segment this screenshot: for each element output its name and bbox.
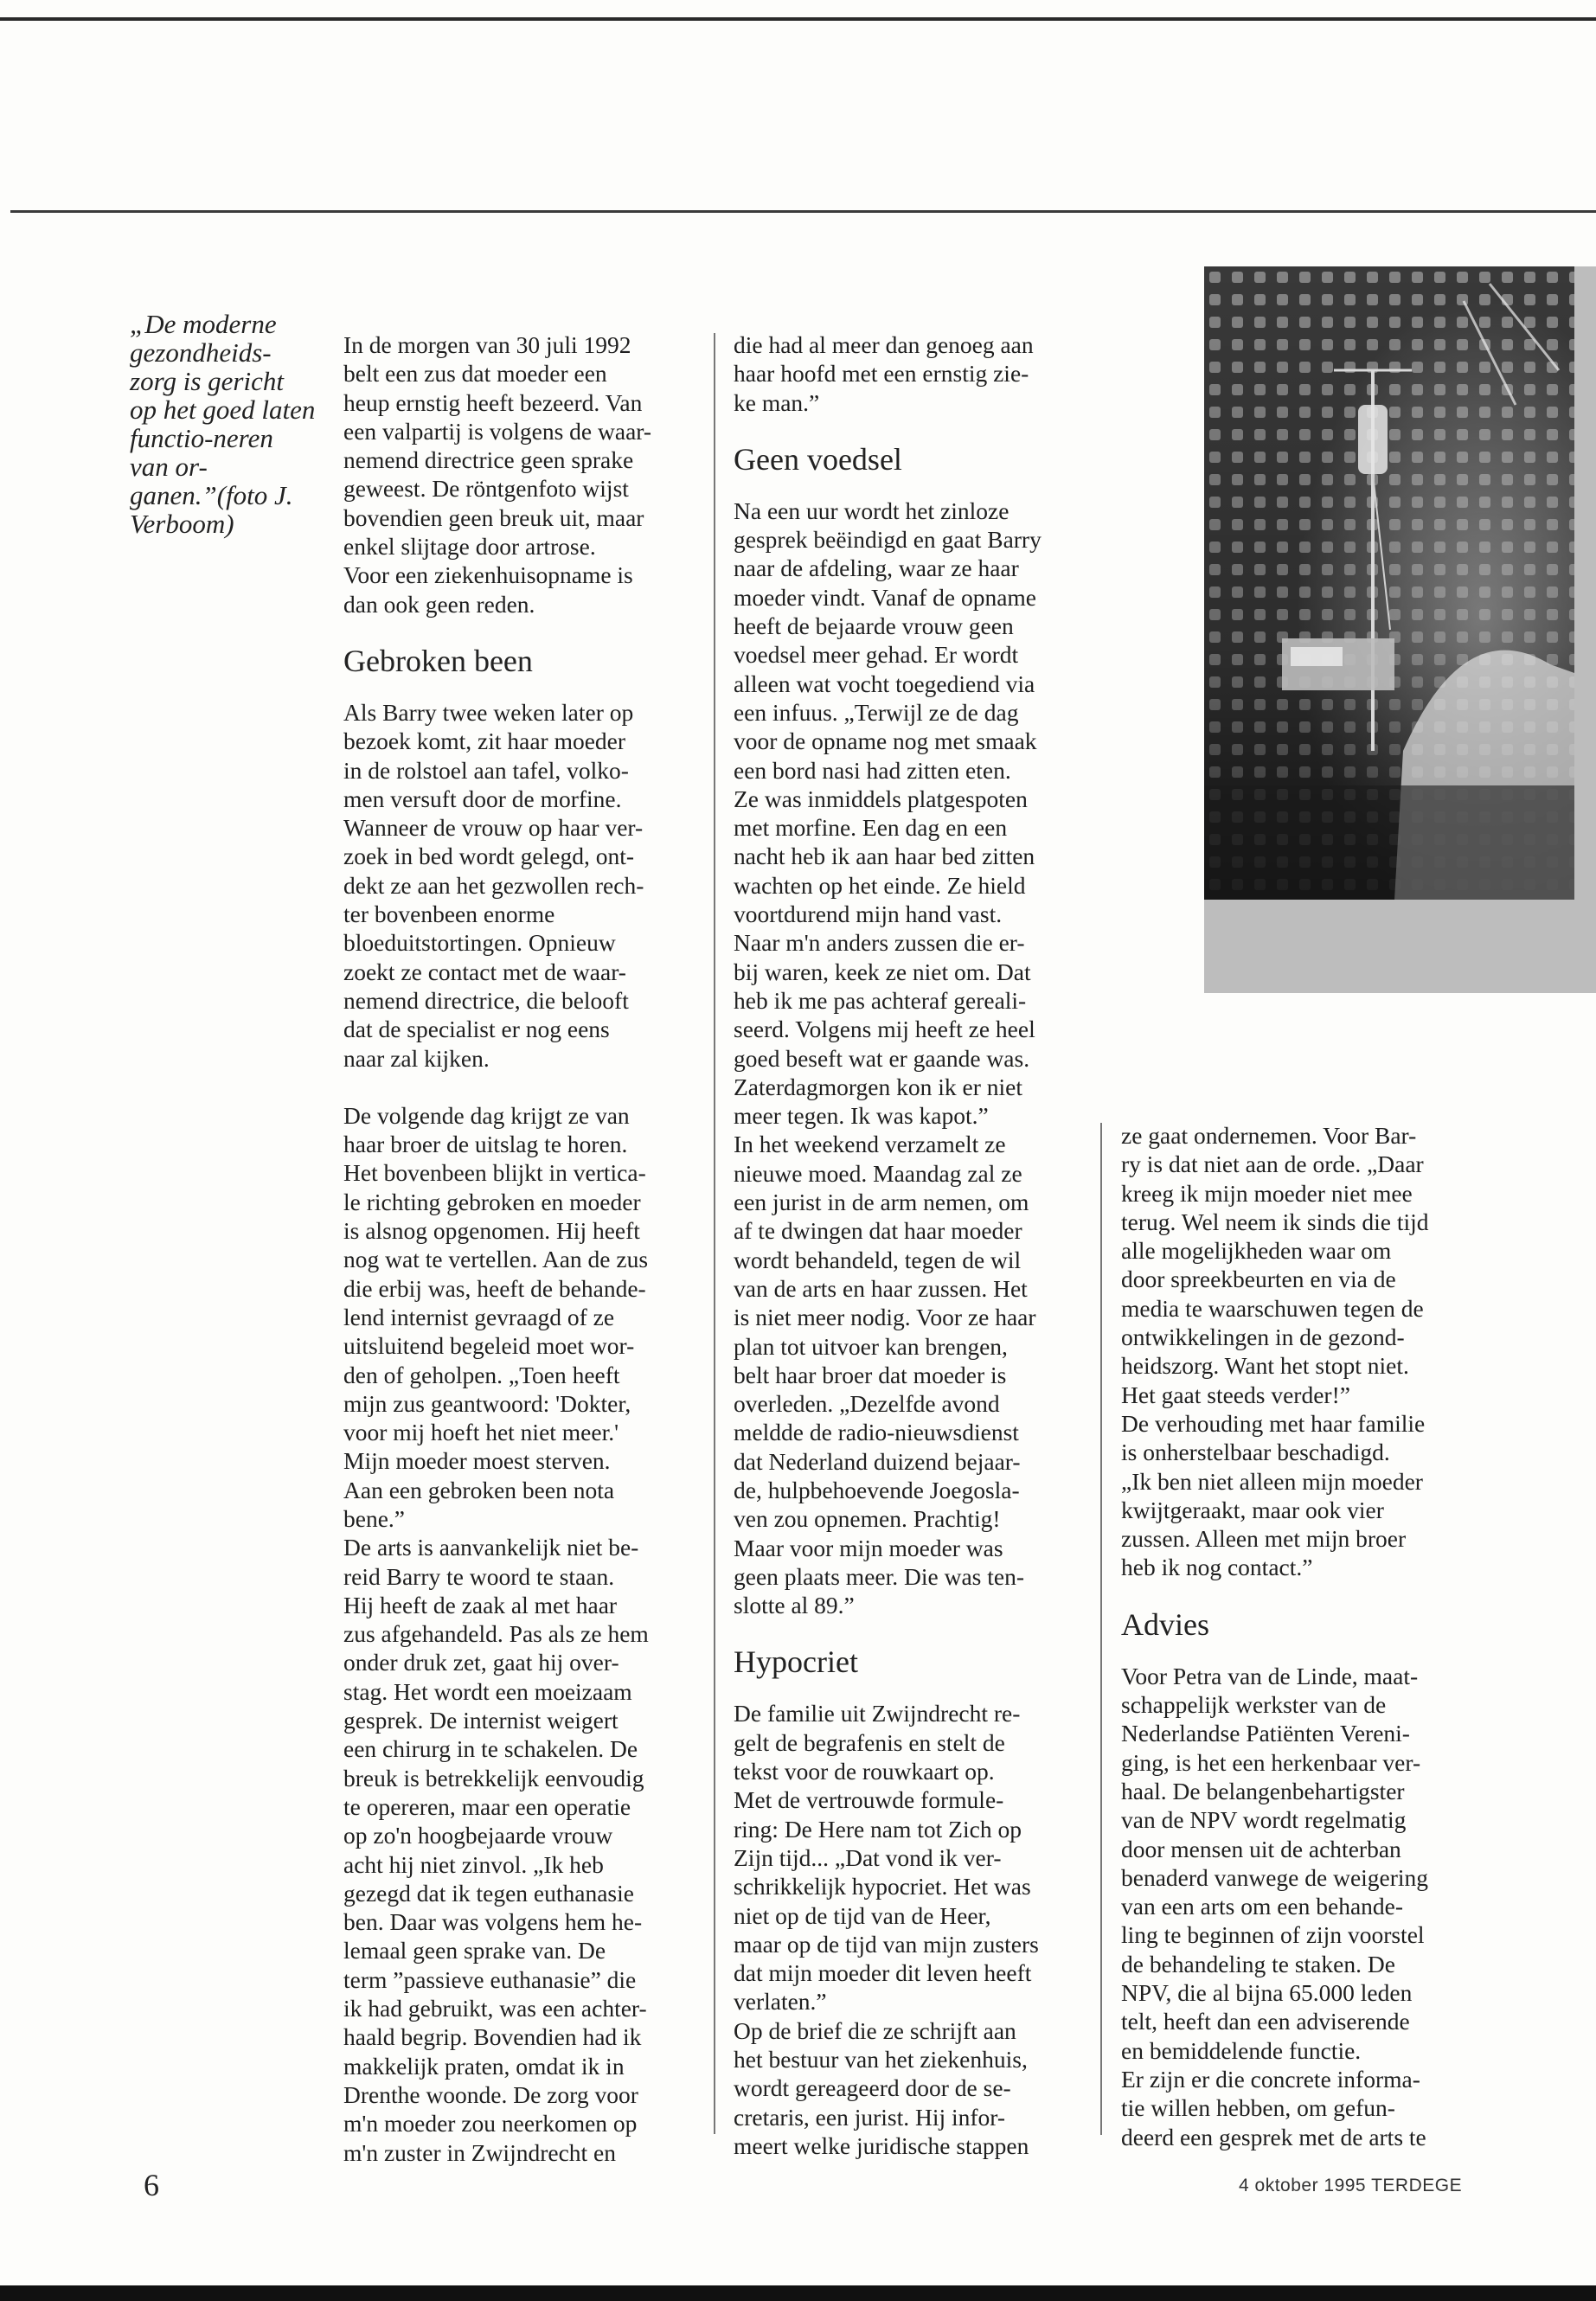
folio: 4 oktober 1995 TERDEGE [1239,2176,1463,2195]
paragraph: De familie uit Zwijndrecht re- gelt de begrafenis en stelt de tekst voor de rouwkaart op. Met de vertrouwde formule- ring: De Here nam tot Zich op Zijn tijd... „Dat vond ik ver- schrikkelijk hypocriet. Het was niet op de tijd van de Heer, maar op de tijd van mijn zusters dat mijn moeder dit leven heeft verlaten.” [734,1700,1039,2016]
paragraph: ze gaat ondernemen. Voor Bar- ry is dat niet aan de orde. „Daar kreeg ik mijn moeder niet mee terug. Wel neem ik sinds die tijd alle mogelijkheden waar om door spreekbeurten en via de media te waarschuwen tegen de ontwikkelingen in de gezond- heidszorg. Want het stopt niet. Het gaat steeds verder!” [1121,1122,1429,1408]
column-divider [714,333,715,2134]
paragraph: die had al meer dan genoeg aan haar hoofd met een ernstig zie- ke man.” [734,331,1034,416]
article-column-1 [343,330,707,2167]
hospital-photo [1204,266,1574,900]
bottom-rule [0,2285,1596,2301]
subheading-geen-voedsel: Geen voedsel [734,441,902,477]
column-divider [1100,1123,1102,2135]
subheading-hypocriet: Hypocriet [734,1644,858,1680]
header-rule [10,210,1596,213]
paragraph: Er zijn er die concrete informa- tie willen hebben, om gefun- deerd een gesprek met de arts te [1121,2065,1426,2150]
paragraph: De verhouding met haar familie is onherstelbaar beschadigd. „Ik ben niet alleen mijn moeder kwijtgeraakt, maar ook vier zussen. Alleen met mijn broer heb ik nog contact.” [1121,1409,1426,1581]
paragraph: Op de brief die ze schrijft aan het bestuur van het ziekenhuis, wordt gereageerd door de se- cretaris, een jurist. Hij infor- meert welke juridische stappen [734,2016,1029,2159]
article-column-3 [1121,1121,1484,2151]
paragraph: Voor Petra van de Linde, maat- schappelijk werkster van de Nederlandse Patiënten Vereni- ging, is het een herkenbaar ver- haal. De belangenbehartigster van de NPV wordt regelmatig door mensen uit de achterban benaderd vanwege de weigering van een arts om een behande- ling te beginnen of zijn voorstel de behandeling te staken. De NPV, die al bijna 65.000 leden telt, heeft dan een adviserende en bemiddelende functie. [1121,1662,1429,2064]
paragraph: Na een uur wordt het zinloze gesprek beëindigd en gaat Barry naar de afdeling, waar ze haar moeder vindt. Vanaf de opname heeft de bejaarde vrouw geen voedsel meer gehad. Er wordt alleen wat vocht toegediend via een infuus. „Terwijl ze de dag voor de opname nog met smaak een bord nasi had zitten eten. Ze was inmiddels platgespoten met morfine. Een dag en een nacht heb ik aan haar bed zitten wachten op het einde. Ze hield voortdurend mijn hand vast. Naar m'n anders zussen die er- bij waren, keek ze niet om. Dat heb ik me pas achteraf gereali- seerd. Volgens mij heeft ze heel goed beseft wat er gaande was. Zaterdagmorgen kon ik er niet meer tegen. Ik was kapot.” [734,497,1042,1130]
page-number: 6 [144,2168,159,2202]
paragraph: De arts is aanvankelijk niet be- reid Barry te woord te staan. Hij heeft de zaak al met haar zus afgehandeld. Pas als ze hem onder druk zet, gaat hij over- stag. Het wordt een moeizaam gesprek. De internist weigert een chirurg in te schakelen. De breuk is betrekkelijk eenvoudig te opereren, maar een operatie op zo'n hoogbejaarde vrouw acht hij niet zinvol. „Ik heb gezegd dat ik tegen euthanasie ben. Daar was volgens hem he- lemaal geen sprake van. De term ”passieve euthanasie” die ik had gebruikt, was een achter- haald begrip. Bovendien had ik makkelijk praten, omdat ik in Drenthe woonde. De zorg voor m'n moeder zou neerkomen op m'n zuster in Zwijndrecht en [343,1534,649,2166]
article-column-2 [734,330,1097,2160]
paragraph: In het weekend verzamelt ze nieuwe moed. Maandag zal ze een jurist in de arm nemen, om af te dwingen dat haar moeder wordt behandeld, tegen de wil van de arts en haar zussen. Het is niet meer nodig. Voor ze haar plan tot uitvoer kan brengen, belt haar broer dat moeder is overleden. „Dezelfde avond meldde de radio-nieuwsdienst dat Nederland duizend bejaar- de, hulpbehoevende Joegosla- ven zou opnemen. Prachtig! Maar voor mijn moeder was geen plaats meer. Die was ten- slotte al 89.” [734,1131,1036,1619]
paragraph: De volgende dag krijgt ze van haar broer de uitslag te horen. Het bovenbeen blijkt in vertica- le richting gebroken en moeder is alsnog opgenomen. Hij heeft nog wat te vertellen. Aan de zus die erbij was, heeft de behande- lend internist gevraagd of ze uitsluitend begeleid moet wor- den of geholpen. „Toen heeft mijn zus geantwoord: 'Dokter, voor mij hoeft het niet meer.' Mijn moeder moest sterven. Aan een gebroken been nota bene.” [343,1101,649,1532]
top-rule [0,17,1596,21]
subheading-gebroken-been: Gebroken been [343,643,533,678]
paragraph: Als Barry twee weken later op bezoek komt, zit haar moeder in de rolstoel aan tafel, volko- men versuft door de morfine. Wanneer de vrouw op haar ver- zoek in bed wordt gelegd, ont- dekt ze aan het gezwollen rech- ter bovenbeen enorme bloeduitstortingen. Opnieuw zoekt ze contact met de waar- nemend directrice, die belooft dat de specialist er nog eens naar zal kijken. [343,698,644,1072]
photo-caption: „De moderne gezondheids-zorg is gericht op het goed laten functio-neren van or-ganen.”(foto J. Verboom) [130,309,316,539]
paragraph: In de morgen van 30 juli 1992 belt een zus dat moeder een heup ernstig heeft bezeerd. Van een valpartij is volgens de waar- nemend directrice geen sprake geweest. De röntgenfoto wijst bovendien geen breuk uit, maar enkel slijtage door artrose. Voor een ziekenhuisopname is dan ook geen reden. [343,331,652,618]
subheading-advies: Advies [1121,1606,1209,1642]
